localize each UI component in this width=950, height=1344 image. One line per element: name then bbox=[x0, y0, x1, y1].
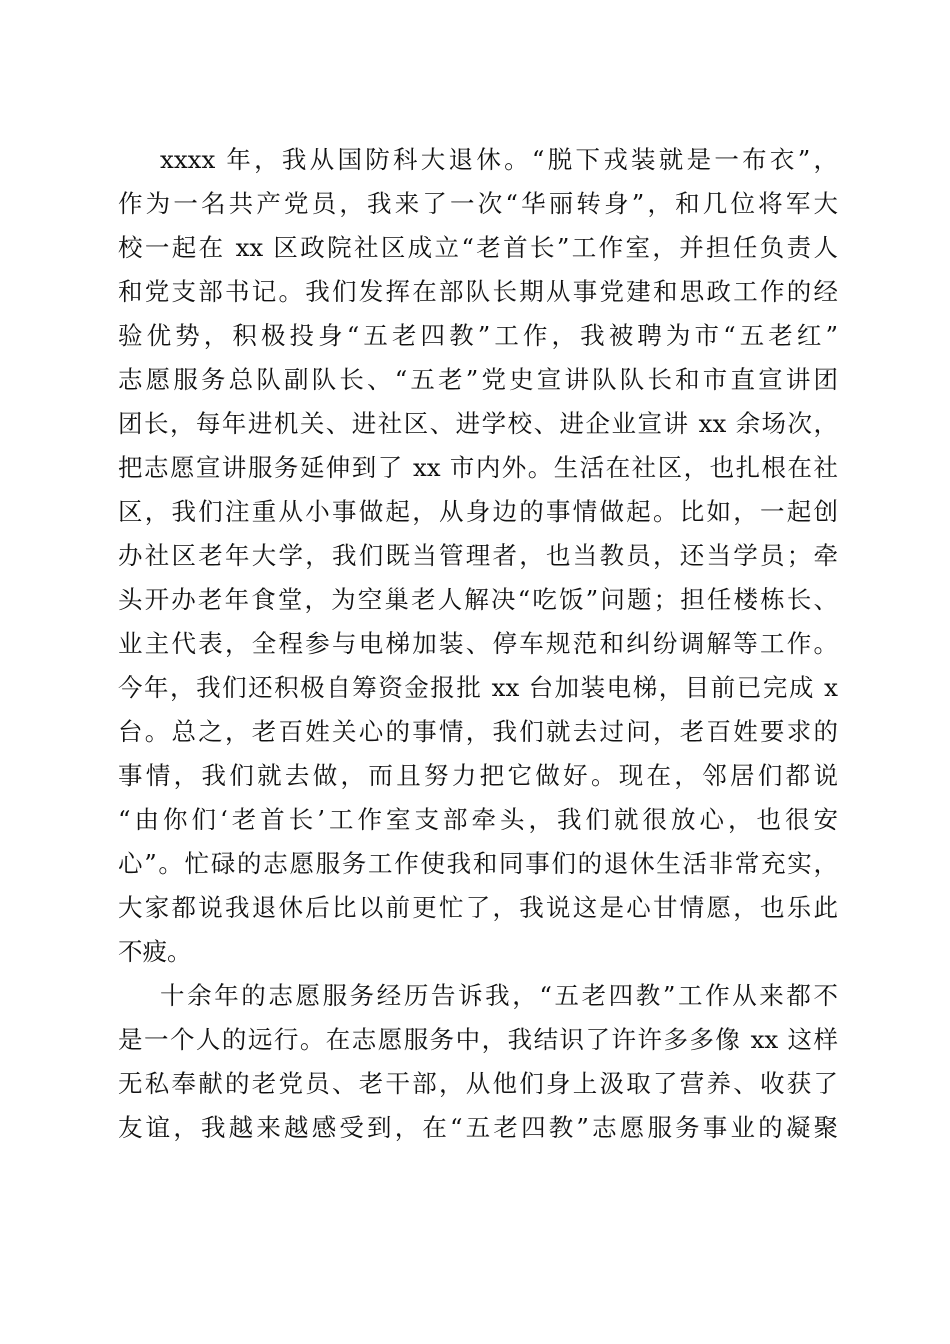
paragraph-1-line-17: 心”。忙碌的志愿服务工作使我和同事们的退休生活非常充实， bbox=[118, 849, 838, 878]
paragraph-1-line-6: 志愿服务总队副队长、“五老”党史宣讲队队长和市直宣讲团 bbox=[118, 365, 838, 394]
paragraph-1-line-7: 团长，每年进机关、进社区、进学校、进企业宣讲 xx 余场次， bbox=[118, 409, 838, 438]
paragraph-1-line-19: 不疲。 bbox=[118, 937, 192, 966]
paragraph-1-line-14: 台。总之，老百姓关心的事情，我们就去过问，老百姓要求的 bbox=[118, 717, 838, 746]
paragraph-1-line-12: 业主代表，全程参与电梯加装、停车规范和纠纷调解等工作。 bbox=[118, 629, 838, 658]
paragraph-1-line-16: “由你们‘老首长’工作室支部牵头，我们就很放心，也很安 bbox=[118, 805, 838, 834]
paragraph-1-line-2: 作为一名共产党员，我来了一次“华丽转身”，和几位将军大 bbox=[118, 189, 838, 218]
paragraph-1-line-8: 把志愿宣讲服务延伸到了 xx 市内外。生活在社区，也扎根在社 bbox=[118, 453, 838, 482]
paragraph-1-line-5: 验优势，积极投身“五老四教”工作，我被聘为市“五老红” bbox=[118, 321, 838, 350]
paragraph-1-line-4: 和党支部书记。我们发挥在部队长期从事党建和思政工作的经 bbox=[118, 277, 838, 306]
paragraph-2-line-2: 是一个人的远行。在志愿服务中，我结识了许许多多像 xx 这样 bbox=[118, 1025, 838, 1054]
paragraph-1-line-1: xxxx 年，我从国防科大退休。“脱下戎装就是一布衣”， bbox=[160, 145, 838, 174]
paragraph-2-line-1: 十余年的志愿服务经历告诉我，“五老四教”工作从来都不 bbox=[160, 981, 838, 1010]
paragraph-1-line-11: 头开办老年食堂，为空巢老人解决“吃饭”问题；担任楼栋长、 bbox=[118, 585, 838, 614]
paragraph-1-line-10: 办社区老年大学，我们既当管理者，也当教员，还当学员；牵 bbox=[118, 541, 838, 570]
paragraph-1-line-3: 校一起在 xx 区政院社区成立“老首长”工作室，并担任负责人 bbox=[118, 233, 838, 262]
paragraph-2-line-3: 无私奉献的老党员、老干部，从他们身上汲取了营养、收获了 bbox=[118, 1069, 838, 1098]
paragraph-1-line-13: 今年，我们还积极自筹资金报批 xx 台加装电梯，目前已完成 x bbox=[118, 673, 838, 702]
paragraph-1-line-18: 大家都说我退休后比以前更忙了，我说这是心甘情愿，也乐此 bbox=[118, 893, 838, 922]
paragraph-1-line-15: 事情，我们就去做，而且努力把它做好。现在，邻居们都说 bbox=[118, 761, 838, 790]
paragraph-2-line-4: 友谊，我越来越感受到，在“五老四教”志愿服务事业的凝聚 bbox=[118, 1113, 838, 1142]
paragraph-1-line-9: 区，我们注重从小事做起，从身边的事情做起。比如，一起创 bbox=[118, 497, 838, 526]
